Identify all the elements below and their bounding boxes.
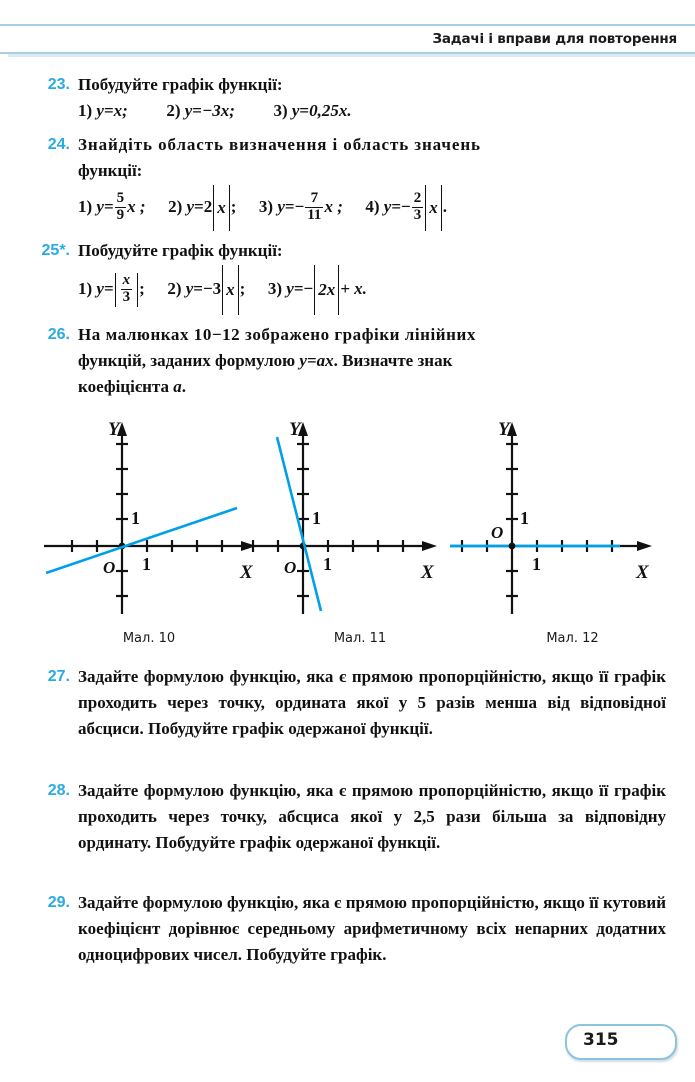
figure-11-caption: Мал. 11 xyxy=(333,631,387,646)
x-unit-label-12: 1 xyxy=(532,554,541,574)
ex25-item1-absolute-value xyxy=(115,273,139,307)
figure-10-caption: Мал. 10 xyxy=(122,631,176,646)
ex25-item2-tail: ; xyxy=(239,279,246,298)
page-number: 315 xyxy=(583,1030,619,1050)
exercise-27-number: 27. xyxy=(47,668,70,685)
ex24-item3-eq: = xyxy=(284,197,295,216)
exercise-29-text: Задайте формулою функцію, яка є прямою пропорційністю, якщо її кутовий коефіцієнт дорівнює середньому арифметичному всіх непарних додатних одноцифрових чисел. Побудуйте графік. xyxy=(78,893,666,964)
ex24-item3-denominator: 11 xyxy=(307,206,322,223)
exercise-24-number: 24. xyxy=(47,136,70,153)
ex25-item2-abs-arg: x xyxy=(226,280,235,300)
ex24-item1-denominator: 9 xyxy=(116,206,125,223)
figures-row xyxy=(0,418,695,646)
ex26-line2-eq: = xyxy=(306,351,317,370)
ex24-item1-y: y xyxy=(96,197,104,216)
exercise-28-text: Задайте формулою функцію, яка є прямою пропорційністю, якщо її графік проходить через точку, абсциса якої у 2,5 рази більша за відповідну ординату. Побудуйте графік одержаної функції. xyxy=(78,781,666,852)
exercise-25-number: 25*. xyxy=(41,242,70,259)
ex25-item1-y: y xyxy=(96,279,104,298)
ex25-item3-y: y xyxy=(286,279,294,298)
page-number-pill xyxy=(565,1024,677,1060)
figure-mal-10 xyxy=(34,418,264,646)
ex25-item2-eq: = xyxy=(193,279,203,298)
ex25-item1-fraction xyxy=(121,273,133,305)
ex23-item3-label: 3) xyxy=(273,101,288,120)
ex24-item4-absolute-value xyxy=(425,185,442,231)
ex25-item3-eq: = xyxy=(293,279,304,298)
ex25-item1-numerator: x xyxy=(122,272,131,289)
y-axis-label-10: Y xyxy=(108,419,120,440)
ex25-item3-label: 3) xyxy=(267,279,283,298)
ex24-item1-fraction xyxy=(115,191,127,223)
ex23-item2-label: 2) xyxy=(166,101,181,120)
ex24-item2-abs-arg: x xyxy=(217,198,226,218)
exercise-23-body xyxy=(78,72,352,124)
ex23-item3-rhs: 0,25x. xyxy=(309,101,352,120)
ex24-item4-tail: . xyxy=(442,197,447,216)
x-axis-label-10: X xyxy=(240,562,253,583)
origin-label-11: O xyxy=(284,558,297,577)
ex26-line2-text: функцій, заданих формулою xyxy=(78,351,300,370)
exercise-23 xyxy=(36,72,666,124)
exercise-29-number: 29. xyxy=(47,894,70,911)
ex24-item4-numerator: 2 xyxy=(413,190,422,207)
exercise-24-prompt-line1: Знайдіть область визначення і область значень xyxy=(78,135,481,154)
ex24-item2-y: y xyxy=(186,197,195,216)
ex24-item2-absolute-value xyxy=(213,185,230,231)
ex26-line2-ax: ax xyxy=(316,351,334,370)
ex23-item3-eq: = xyxy=(299,101,310,120)
origin-label-12: O xyxy=(491,523,504,542)
ex23-item1-rhs: x; xyxy=(113,101,128,120)
ex24-item4-denominator: 3 xyxy=(413,206,422,223)
exercise-25 xyxy=(36,238,666,315)
y-axis-label-12: Y xyxy=(498,419,510,440)
exercise-23-items xyxy=(78,98,352,124)
ex23-item1-eq: = xyxy=(103,101,114,120)
ex24-item4-label: 4) xyxy=(365,197,380,216)
exercise-24 xyxy=(36,132,666,231)
ex23-item2-eq: = xyxy=(192,101,202,120)
ex24-item3-label: 3) xyxy=(258,197,274,216)
ex24-item1-tail: x ; xyxy=(127,197,146,216)
ex24-item2-coef: 2 xyxy=(203,197,213,216)
exercise-27 xyxy=(36,664,666,742)
x-axis-arrow-12 xyxy=(637,541,652,551)
y-unit-label-12: 1 xyxy=(520,508,529,528)
exercise-26 xyxy=(36,322,666,400)
exercise-23-number: 23. xyxy=(47,76,70,93)
ex24-item2-tail: ; xyxy=(230,197,237,216)
ex25-item2-coef: −3 xyxy=(202,279,222,298)
exercise-26-line3 xyxy=(78,374,666,400)
ex24-item2-eq: = xyxy=(194,197,204,216)
ex23-item2-rhs: −3x; xyxy=(201,101,235,120)
y-axis-label-11: Y xyxy=(289,419,301,440)
ex25-item2-absolute-value xyxy=(222,265,239,315)
ex25-item2-label: 2) xyxy=(167,279,182,298)
ex24-item3-y: y xyxy=(277,197,285,216)
exercise-23-prompt: Побудуйте графік функції: xyxy=(78,75,283,94)
ex24-item1-numerator: 5 xyxy=(116,190,125,207)
origin-dot-12 xyxy=(509,543,516,550)
x-unit-label-10: 1 xyxy=(142,554,151,574)
figure-12-caption: Мал. 12 xyxy=(546,631,599,646)
exercise-28-number: 28. xyxy=(47,782,70,799)
ex24-item4-sign: − xyxy=(401,197,411,216)
ex25-item3-abs-arg: 2x xyxy=(318,280,336,300)
y-unit-label-11: 1 xyxy=(312,508,321,528)
exercise-25-body xyxy=(78,238,367,315)
ex24-item1-label: 1) xyxy=(78,197,93,216)
x-axis-label-11: X xyxy=(421,562,434,583)
figure-mal-12 xyxy=(450,418,695,646)
ex26-line2-text2: . Визначте знак xyxy=(333,351,453,370)
ex24-item4-y: y xyxy=(383,197,392,216)
ex26-line2-y: y xyxy=(299,351,307,370)
ex25-item3-tail: + x. xyxy=(340,279,367,298)
ex25-item3-sign: − xyxy=(303,279,314,298)
figure-12-svg xyxy=(450,418,695,623)
ex25-item1-denominator: 3 xyxy=(122,288,131,305)
x-unit-label-11: 1 xyxy=(323,554,332,574)
ex25-item1-eq: = xyxy=(103,279,114,298)
x-axis-label-12: X xyxy=(636,562,649,583)
ex25-item1-label: 1) xyxy=(78,279,93,298)
exercise-24-items xyxy=(78,184,666,231)
exercise-26-line1: На малюнках 10−12 зображено графіки лінійних xyxy=(78,325,476,344)
ex25-item3-absolute-value xyxy=(314,265,339,315)
figure-10-svg xyxy=(34,418,264,623)
page-header-title: Задачі і вправи для повторення xyxy=(432,31,677,47)
ex24-item4-eq: = xyxy=(391,197,402,216)
ex24-item3-numerator: 7 xyxy=(310,190,319,207)
exercise-26-body xyxy=(78,322,666,400)
exercise-24-prompt-line2: функції: xyxy=(78,161,143,180)
exercise-27-text: Задайте формулою функцію, яка є прямою пропорційністю, якщо її графік проходить через точку, ордината якої у 5 разів менша від відповідної абсциси. Побудуйте графік одержаної функції. xyxy=(78,667,666,738)
exercise-28 xyxy=(36,778,666,856)
ex24-item3-tail: x ; xyxy=(324,197,343,216)
ex23-item2-y: y xyxy=(184,101,193,120)
ex26-line3-period: . xyxy=(181,377,187,396)
origin-label-10: O xyxy=(103,558,116,577)
exercise-26-number: 26. xyxy=(47,326,70,343)
figure-mal-11 xyxy=(245,418,475,646)
ex26-line3-var: a xyxy=(173,377,182,396)
ex24-item1-eq: = xyxy=(103,197,114,216)
ex23-item1-label: 1) xyxy=(78,101,93,120)
ex23-item3-y: y xyxy=(291,101,300,120)
ex23-item1-y: y xyxy=(96,101,104,120)
figure-11-svg xyxy=(245,418,475,623)
ex25-item2-y: y xyxy=(185,279,194,298)
exercise-25-items xyxy=(78,264,367,315)
y-unit-label-10: 1 xyxy=(131,508,140,528)
page-header-band xyxy=(0,24,695,54)
exercise-25-prompt: Побудуйте графік функції: xyxy=(78,241,283,260)
ex26-line3-text: коефіцієнта xyxy=(78,377,174,396)
exercise-26-line2 xyxy=(78,348,666,374)
ex25-item1-tail: ; xyxy=(139,279,145,298)
ex24-item2-label: 2) xyxy=(168,197,183,216)
exercise-24-body xyxy=(78,132,666,231)
ex24-item3-sign: − xyxy=(294,197,305,216)
x-axis-arrow-11 xyxy=(422,541,437,551)
ex24-item4-fraction xyxy=(412,191,424,223)
ex24-item3-fraction xyxy=(305,191,323,223)
exercise-29 xyxy=(36,890,666,968)
ex24-item4-abs-arg: x xyxy=(429,198,438,218)
